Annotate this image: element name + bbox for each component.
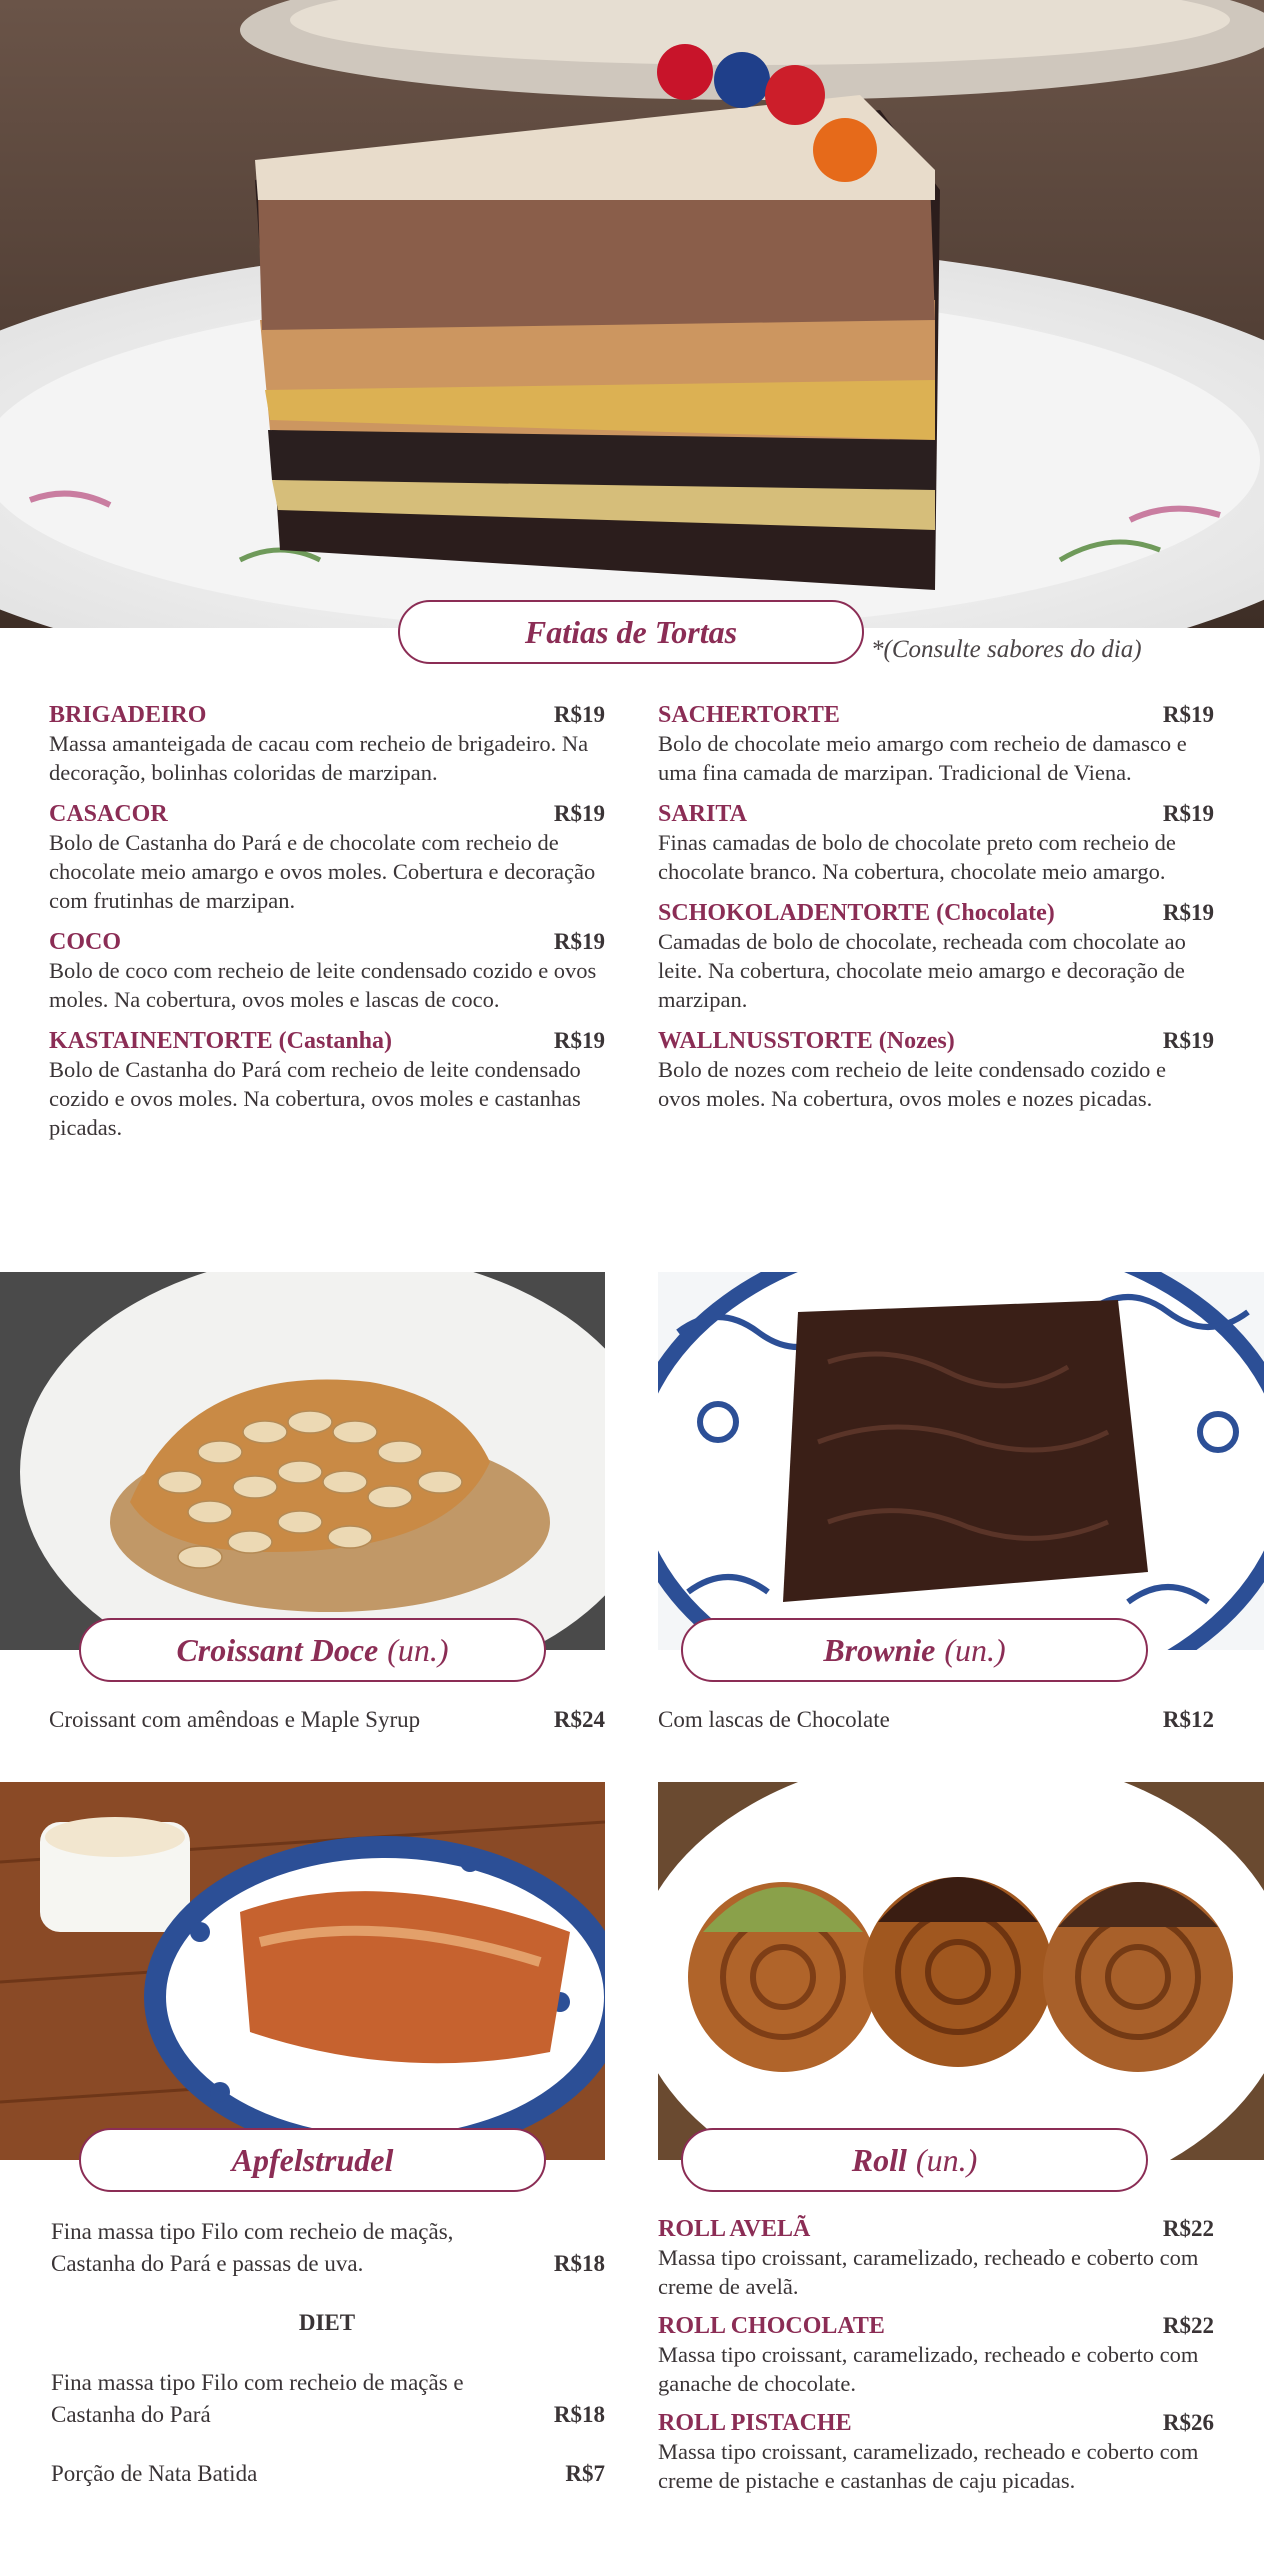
nata-row xyxy=(51,2458,605,2490)
tortas-note: *(Consulte sabores do dia) xyxy=(871,636,1142,663)
list-item xyxy=(658,1028,1214,1113)
item-name: CASACOR xyxy=(49,801,168,827)
diet-label: DIET xyxy=(298,2310,356,2335)
item-name: KASTAINENTORTE (Castanha) xyxy=(49,1028,393,1054)
item-name: COCO xyxy=(49,929,121,955)
tortas-right-column xyxy=(658,702,1214,1127)
item-price: R$22 xyxy=(1162,2313,1214,2338)
nata-description: Porção de Nata Batida xyxy=(51,2461,258,2486)
list-item xyxy=(658,2313,1214,2398)
item-description: Bolo de Castanha do Pará com recheio de leite condensado cozido e ovos moles. Na cobertura, ovos moles e castanhas picadas. xyxy=(49,1057,581,1140)
item-description: Massa amanteigada de cacau com recheio de brigadeiro. Na decoração, bolinhas coloridas de marzipan. xyxy=(49,731,589,785)
list-item xyxy=(658,702,1214,787)
item-description: Massa tipo croissant, caramelizado, recheado e coberto com creme de pistache e castanhas de caju picadas. xyxy=(658,2439,1199,2493)
croissant-unit: (un.) xyxy=(387,1631,449,1668)
apfelstrudel-diet-row xyxy=(51,2367,605,2431)
item-description: Bolo de nozes com recheio de leite condensado cozido e ovos moles. Na cobertura, ovos moles e nozes picadas. xyxy=(658,1057,1166,1111)
roll-column xyxy=(658,2216,1214,2509)
item-description: Bolo de Castanha do Pará e de chocolate com recheio de chocolate meio amargo e ovos moles. Cobertura e decoração com frutinhas de marzipan. xyxy=(49,830,596,913)
item-name: ROLL AVELÃ xyxy=(658,2216,811,2242)
croissant-description: Croissant com amêndoas e Maple Syrup xyxy=(49,1707,421,1732)
brownie-unit: (un.) xyxy=(944,1631,1006,1668)
item-price: R$22 xyxy=(1162,2216,1214,2241)
list-item xyxy=(658,2410,1214,2495)
apfelstrudel-row xyxy=(51,2216,605,2280)
roll-title-pill xyxy=(681,2128,1148,2192)
item-name: WALLNUSSTORTE (Nozes) xyxy=(658,1028,955,1054)
item-description: Bolo de coco com recheio de leite condensado cozido e ovos moles. Na cobertura, ovos moles e lascas de coco. xyxy=(49,958,597,1012)
item-price: R$19 xyxy=(553,929,605,954)
apfelstrudel-line2b: Castanha do Pará xyxy=(51,2402,211,2427)
croissant-title: Croissant Doce xyxy=(176,1631,379,1668)
item-name: BRIGADEIRO xyxy=(49,702,207,728)
apfelstrudel-price: R$18 xyxy=(553,2251,605,2276)
item-price: R$19 xyxy=(1162,801,1214,826)
item-description: Camadas de bolo de chocolate, recheada com chocolate ao leite. Na cobertura, chocolate meio amargo e decoração de marzipan. xyxy=(658,929,1186,1012)
brownie-row xyxy=(658,1704,1214,1736)
croissant-photo xyxy=(0,1272,605,1650)
nata-price: R$7 xyxy=(565,2461,605,2486)
cake-slice-photo xyxy=(0,0,1264,628)
item-description: Massa tipo croissant, caramelizado, recheado e coberto com creme de avelã. xyxy=(658,2245,1199,2299)
item-price: R$19 xyxy=(1162,900,1214,925)
apfelstrudel-photo xyxy=(0,1782,605,2160)
apfelstrudel-description xyxy=(51,2216,453,2280)
item-name: SACHERTORTE xyxy=(658,702,840,728)
item-description: Massa tipo croissant, caramelizado, recheado e coberto com ganache de chocolate. xyxy=(658,2342,1199,2396)
item-name: SCHOKOLADENTORTE (Chocolate) xyxy=(658,900,1055,926)
brownie-title-pill xyxy=(681,1618,1148,1682)
item-description: Bolo de chocolate meio amargo com recheio de damasco e uma fina camada de marzipan. Tradicional de Viena. xyxy=(658,731,1187,785)
item-name: ROLL PISTACHE xyxy=(658,2410,852,2436)
apfelstrudel-line1a: Fina massa tipo Filo com recheio de maçãs, xyxy=(51,2219,454,2244)
list-item xyxy=(658,2216,1214,2301)
brownie-title: Brownie xyxy=(823,1631,936,1668)
item-price: R$19 xyxy=(1162,702,1214,727)
item-price: R$26 xyxy=(1162,2410,1214,2435)
apfelstrudel-title: Apfelstrudel xyxy=(231,2141,394,2178)
apfelstrudel-line2a: Fina massa tipo Filo com recheio de maçãs e xyxy=(51,2370,464,2395)
list-item xyxy=(658,801,1214,886)
tortas-title: Fatias de Tortas xyxy=(524,613,738,650)
item-price: R$19 xyxy=(553,1028,605,1053)
item-price: R$19 xyxy=(1162,1028,1214,1053)
brownie-photo xyxy=(658,1272,1264,1650)
croissant-price: R$24 xyxy=(553,1707,605,1732)
item-name: SARITA xyxy=(658,801,747,827)
apfelstrudel-title-pill xyxy=(79,2128,546,2192)
apfelstrudel-diet-description xyxy=(51,2367,464,2431)
list-item xyxy=(49,1028,605,1142)
item-price: R$19 xyxy=(553,702,605,727)
tortas-title-pill xyxy=(398,600,864,664)
tortas-left-column xyxy=(49,702,605,1156)
roll-photo xyxy=(658,1782,1264,2160)
roll-unit: (un.) xyxy=(915,2141,978,2178)
brownie-description: Com lascas de Chocolate xyxy=(658,1707,890,1732)
roll-title: Roll xyxy=(851,2141,907,2178)
list-item xyxy=(49,929,605,1014)
list-item xyxy=(658,900,1214,1014)
item-price: R$19 xyxy=(553,801,605,826)
croissant-row xyxy=(49,1704,605,1736)
list-item xyxy=(49,702,605,787)
croissant-title-pill xyxy=(79,1618,546,1682)
item-description: Finas camadas de bolo de chocolate preto com recheio de chocolate branco. Na cobertura, chocolate meio amargo. xyxy=(658,830,1176,884)
list-item xyxy=(49,801,605,915)
apfelstrudel-line1b: Castanha do Pará e passas de uva. xyxy=(51,2251,364,2276)
apfelstrudel-diet-price: R$18 xyxy=(553,2402,605,2427)
item-name: ROLL CHOCOLATE xyxy=(658,2313,885,2339)
brownie-price: R$12 xyxy=(1162,1707,1214,1732)
